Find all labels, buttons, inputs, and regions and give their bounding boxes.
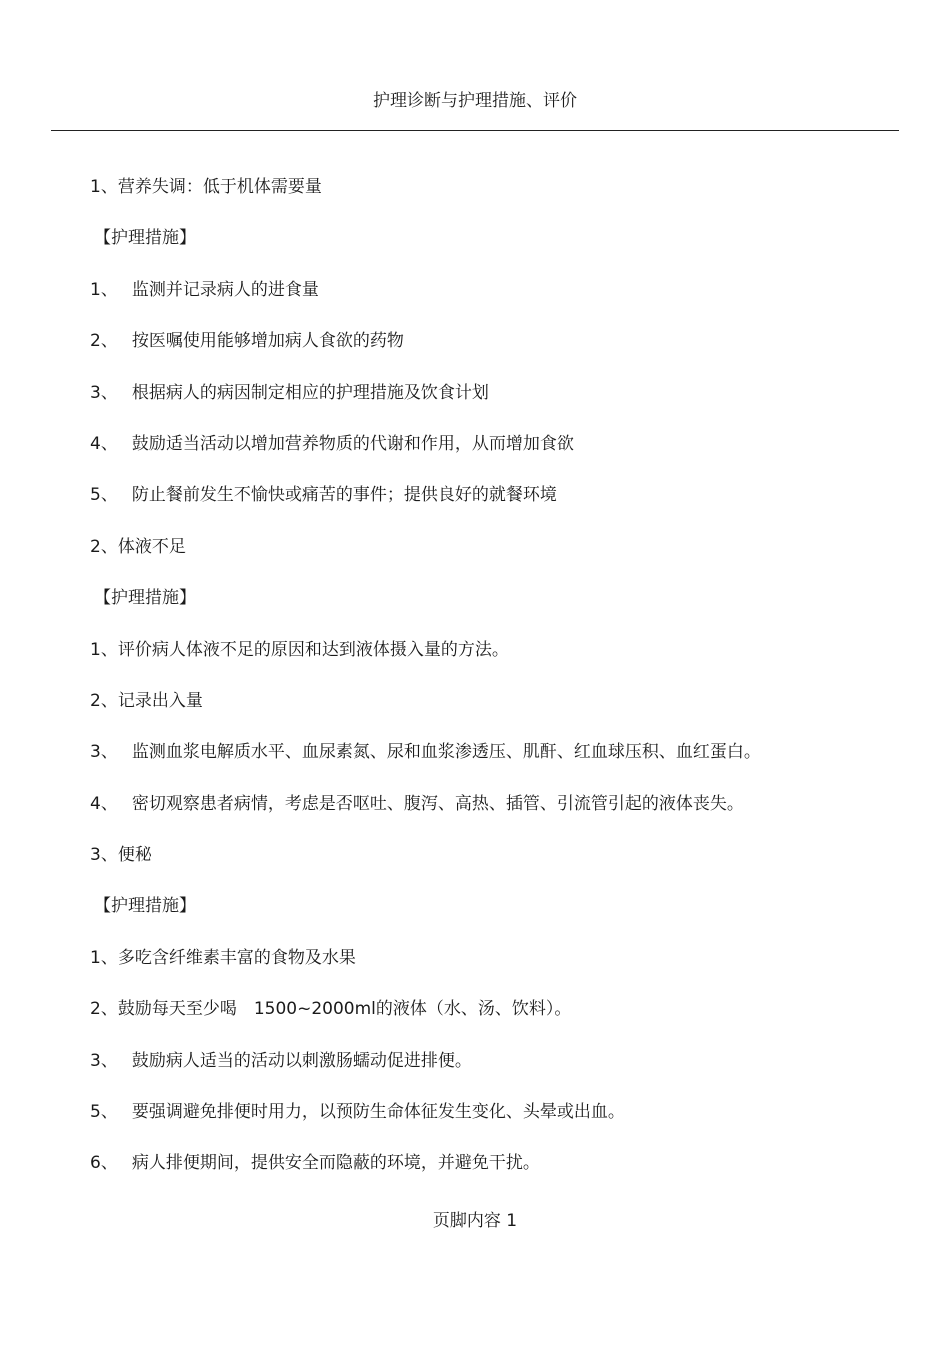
- line-text: 防止餐前发生不愉快或痛苦的事件；提供良好的就餐环境: [131, 485, 557, 506]
- line-number: 4、: [90, 793, 118, 814]
- document-body: [90, 173, 890, 1201]
- line-number: 1、: [90, 177, 118, 197]
- line-number: 1、: [90, 947, 118, 968]
- line-number: 2、: [90, 999, 118, 1020]
- line-number: 6、: [90, 1153, 118, 1174]
- line-text: 鼓励病人适当的活动以刺激肠蠕动促进排便。: [131, 1050, 472, 1071]
- line-text: 根据病人的病因制定相应的护理措施及饮食计划: [131, 382, 489, 403]
- line-number: 3、: [90, 1050, 118, 1071]
- measures-label: [90, 892, 890, 943]
- page-header-title: 护理诊断与护理措施、评价: [373, 91, 577, 111]
- header-divider: [51, 130, 899, 131]
- line-text: 按医嘱使用能够增加病人食欲的药物: [131, 331, 404, 352]
- list-item: [90, 790, 890, 841]
- list-item: [90, 687, 890, 738]
- line-text: 病人排便期间，提供安全而隐蔽的环境，并避免干扰。: [131, 1153, 540, 1174]
- line-text: 【护理措施】: [94, 228, 196, 249]
- line-text: 鼓励每天至少喝 1500~2000ml的液体（水、汤、饮料）。: [117, 999, 572, 1020]
- line-number: 2、: [90, 536, 118, 557]
- line-text: 便秘: [117, 845, 152, 866]
- line-number: 1、: [90, 639, 118, 660]
- line-number: 2、: [90, 331, 118, 352]
- section-heading: [90, 173, 890, 224]
- line-text: 营养失调：低于机体需要量: [117, 177, 322, 197]
- line-text: 鼓励适当活动以增加营养物质的代谢和作用，从而增加食欲: [131, 433, 574, 454]
- line-number: 3、: [90, 742, 118, 763]
- list-item: [90, 379, 890, 430]
- line-number: 3、: [90, 382, 118, 403]
- list-item: [90, 1098, 890, 1149]
- line-number: 5、: [90, 485, 118, 506]
- line-text: 监测并记录病人的进食量: [131, 279, 319, 300]
- measures-label: [90, 224, 890, 275]
- line-text: 【护理措施】: [94, 896, 196, 917]
- line-number: 2、: [90, 690, 118, 711]
- line-text: 评价病人体液不足的原因和达到液体摄入量的方法。: [117, 639, 509, 660]
- line-text: 要强调避免排便时用力，以预防生命体征发生变化、头晕或出血。: [131, 1102, 625, 1123]
- line-text: 记录出入量: [117, 690, 203, 711]
- line-text: 【护理措施】: [94, 588, 196, 609]
- list-item: [90, 1047, 890, 1098]
- line-text: 多吃含纤维素丰富的食物及水果: [117, 947, 356, 968]
- section-heading: [90, 841, 890, 892]
- line-number: 3、: [90, 845, 118, 866]
- list-item: [90, 1149, 890, 1200]
- page-footer: 页脚内容 1: [432, 1211, 518, 1231]
- list-item: [90, 430, 890, 481]
- line-text: 密切观察患者病情，考虑是否呕吐、腹泻、高热、插管、引流管引起的液体丧失。: [131, 793, 744, 814]
- list-item: [90, 327, 890, 378]
- line-number: 4、: [90, 433, 118, 454]
- list-item: [90, 481, 890, 532]
- line-text: 体液不足: [117, 536, 186, 557]
- measures-label: [90, 584, 890, 635]
- list-item: [90, 738, 890, 789]
- line-number: 5、: [90, 1102, 118, 1123]
- list-item: [90, 636, 890, 687]
- list-item: [90, 995, 890, 1046]
- list-item: [90, 276, 890, 327]
- line-number: 1、: [90, 279, 118, 300]
- section-heading: [90, 533, 890, 584]
- list-item: [90, 944, 890, 995]
- line-text: 监测血浆电解质水平、血尿素氮、尿和血浆渗透压、肌酐、红血球压积、血红蛋白。: [131, 742, 761, 763]
